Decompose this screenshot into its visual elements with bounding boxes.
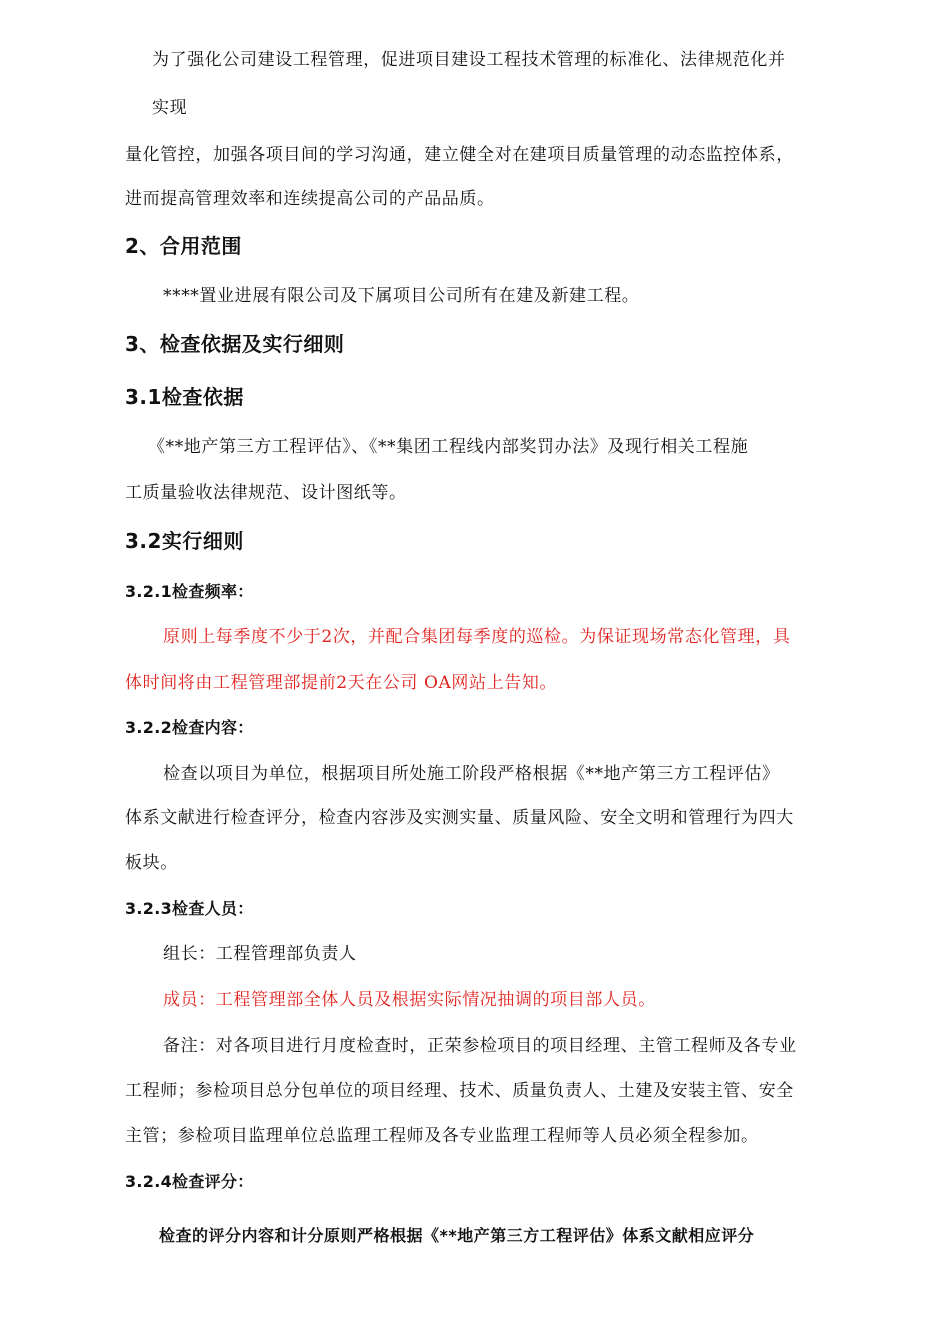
section-3-2-heading: 3.2实行细则 [125, 529, 244, 553]
section-3-2-3-note-3: 主管；参检项目监理单位总监理工程师及各专业监理工程师等人员必须全程参加。 [125, 1126, 759, 1146]
section-3-2-3-note-2: 工程师；参检项目总分包单位的项目经理、技术、质量负责人、土建及安装主管、安全 [125, 1081, 794, 1101]
section-3-2-1-line-1-b: 为保证现场常态化管理，具 [579, 627, 791, 647]
section-3-2-2-line-3: 板块。 [125, 853, 178, 873]
section-2-text: ****置业进展有限公司及下属项目公司所有在建及新建工程。 [163, 286, 640, 306]
intro-line-2: 实现 [152, 98, 188, 118]
section-3-2-3-members: 成员：工程管理部全体人员及根据实际情况抽调的项目部人员。 [163, 990, 656, 1010]
section-3-2-1-heading: 3.2.1检查频率： [125, 582, 254, 601]
section-3-2-1-line-2: 体时间将由工程管理部提前2天在公司 OA网站上告知。 [125, 673, 558, 693]
intro-line-4: 进而提高管理效率和连续提高公司的产品品质。 [125, 189, 495, 209]
section-3-2-1-line-1-a: 原则上每季度不少于2次，并配合集团每季度的巡检。 [163, 627, 580, 647]
section-2-heading: 2、合用范围 [125, 234, 242, 258]
section-3-2-3-note-1: 备注：对各项目进行月度检查时，正荣参检项目的项目经理、主管工程师及各专业 [163, 1036, 797, 1056]
section-3-2-4-heading: 3.2.4检查评分： [125, 1172, 254, 1191]
section-3-2-3-leader: 组长：工程管理部负责人 [163, 944, 357, 964]
section-3-2-2-line-2: 体系文献进行检查评分，检查内容涉及实测实量、质量风险、安全文明和管理行为四大 [125, 808, 794, 828]
section-3-2-4-line-1: 检查的评分内容和计分原则严格根据《**地产第三方工程评估》体系文献相应评分 [159, 1226, 755, 1245]
intro-line-1: 为了强化公司建设工程管理，促进项目建设工程技术管理的标准化、法律规范化并 [152, 50, 786, 70]
section-3-1-line-1: 《**地产第三方工程评估》、《**集团工程线内部奖罚办法》及现行相关工程施 [148, 437, 749, 457]
section-3-1-line-2: 工质量验收法律规范、设计图纸等。 [125, 483, 407, 503]
section-3-1-heading: 3.1检查依据 [125, 385, 244, 409]
intro-line-3: 量化管控，加强各项目间的学习沟通，建立健全对在建项目质量管理的动态监控体系， [125, 145, 794, 165]
section-3-heading: 3、检查依据及实行细则 [125, 332, 345, 356]
section-3-2-3-heading: 3.2.3检查人员： [125, 899, 254, 918]
section-3-2-2-line-1: 检查以项目为单位，根据项目所处施工阶段严格根据《**地产第三方工程评估》 [163, 764, 780, 784]
section-3-2-1-line-1 [163, 625, 790, 649]
section-3-2-2-heading: 3.2.2检查内容： [125, 718, 254, 737]
